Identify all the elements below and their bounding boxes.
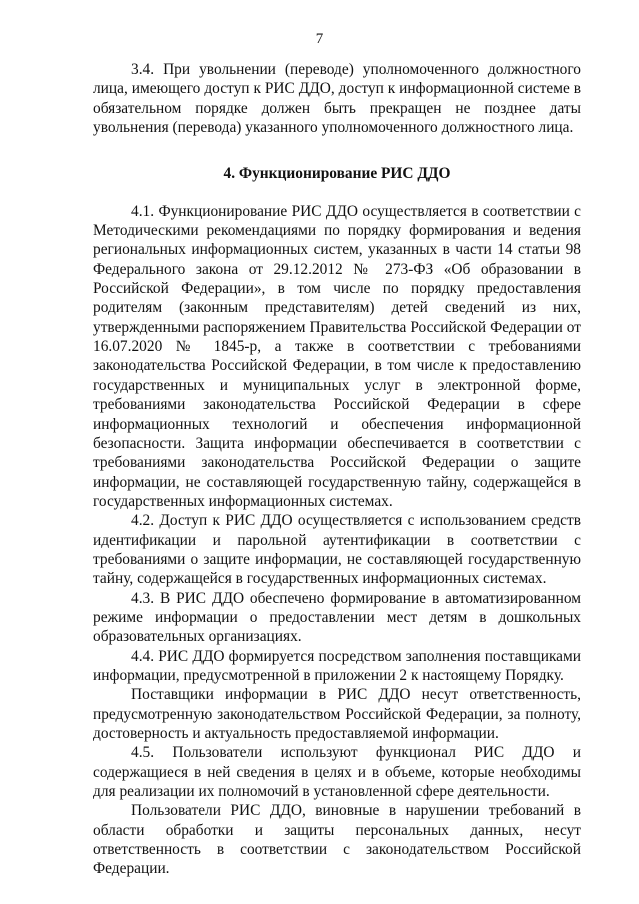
- paragraph-4-5: 4.5. Пользователи используют функционал РИС ДДО и содержащиеся в ней сведения в целях и в объеме, которые необходимы для реализации их полномочий в установленной сфере деятельности.: [93, 744, 581, 801]
- paragraph-4-4-suppliers: Поставщики информации в РИС ДДО несут ответственность, предусмотренную законодательством Российской Федерации, за полноту, достоверность и актуальность предоставляемой информации.: [93, 686, 581, 742]
- paragraph-4-3: 4.3. В РИС ДДО обеспечено формирование в автоматизированном режиме информации о предоставлении мест детям в дошкольных образовательных организациях.: [93, 589, 581, 646]
- document-body: [93, 60, 581, 879]
- section-heading: 4. Функционирование РИС ДДО: [223, 165, 451, 183]
- page-number: 7: [315, 31, 324, 47]
- paragraph-4-4: 4.4. РИС ДДО формируется посредством заполнения поставщиками информации, предусмотренной в приложении 2 к настоящему Порядку.: [93, 647, 581, 684]
- paragraph-4-1: 4.1. Функционирование РИС ДДО осуществляется в соответствии с Методическими рекомендациями по порядку формирования и ведения региональных информационных систем, указанных в части 14 статьи 98 Федерального закона от 29.12.2012 № 273-ФЗ «Об образовании в Российской Федерации», в том числе по порядку предоставления родителям (законным представителям) детей сведений из них, утвержденными распоряжением Правительства Российской Федерации от 16.07.2020 № 1845-р, а также в соответствии с требованиями законодательства Российской Федерации, в том числе к предоставлению государственных и муниципальных услуг в электронной форме, требованиями законодательства Российской Федерации в сфере информационных технологий и обеспечения информационной безопасности. Защита информации обеспечивается в соответствии с требованиями законодательства Российской Федерации о защите информации, не составляющей государственную тайну, содержащейся в государственных информационных системах.: [93, 202, 581, 510]
- paragraph-4-5-users: Пользователи РИС ДДО, виновные в нарушении требований в области обработки и защиты персональных данных, несут ответственность в соответствии с законодательством Российской Федерации.: [93, 802, 581, 878]
- paragraph-3-4: 3.4. При увольнении (переводе) уполномоченного должностного лица, имеющего доступ к РИС ДДО, доступ к информационной системе в обязательном порядке должен быть прекращен не позднее даты увольнения (перевода) указанного уполномоченного должностного лица.: [93, 61, 581, 137]
- paragraph-4-2: 4.2. Доступ к РИС ДДО осуществляется с использованием средств идентификации и парольной аутентификации в соответствии с требованиями о защите информации, не составляющей государственную тайну, содержащейся в государственных информационных системах.: [93, 512, 581, 588]
